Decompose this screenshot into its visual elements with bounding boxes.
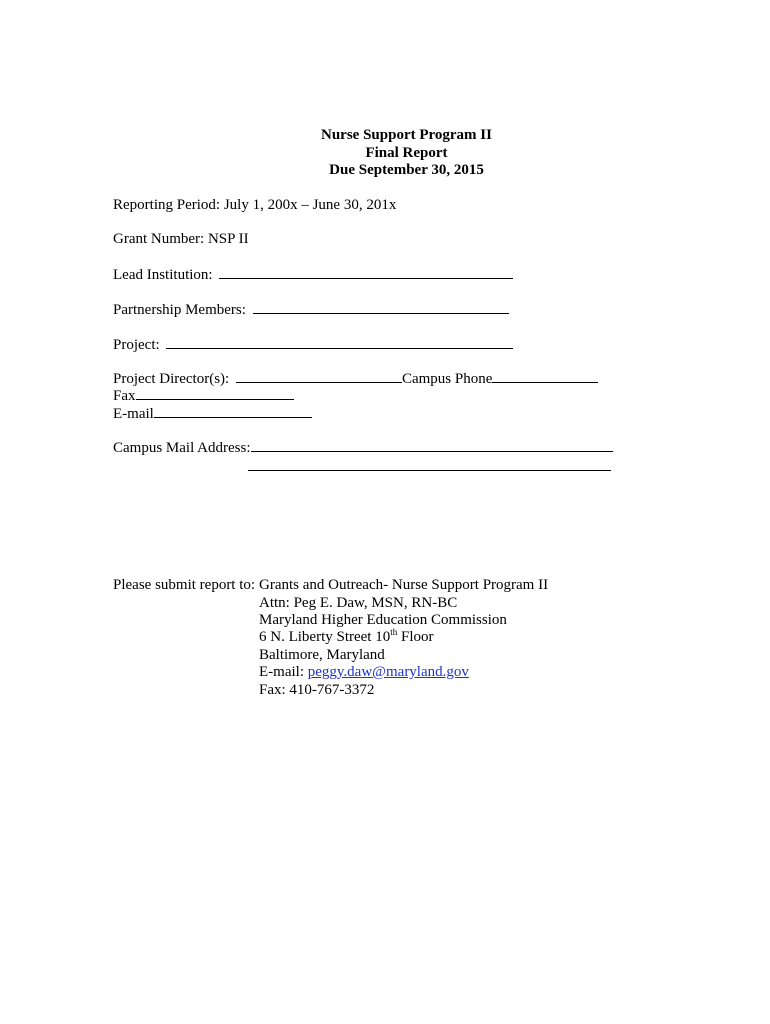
form-subtitle: Final Report bbox=[365, 145, 448, 161]
fax-row bbox=[113, 387, 294, 405]
project-field[interactable] bbox=[166, 336, 513, 349]
partnership-members-label: Partnership Members: bbox=[113, 302, 246, 318]
project-label: Project: bbox=[113, 337, 160, 353]
campus-phone-label: Campus Phone bbox=[401, 371, 493, 387]
email-link[interactable]: peggy.daw@maryland.gov bbox=[307, 664, 469, 680]
submit-line-city: Baltimore, Maryland bbox=[259, 647, 385, 663]
street-floor: Floor bbox=[397, 629, 434, 645]
project-directors-label: Project Director(s): bbox=[113, 371, 230, 387]
lead-institution-label: Lead Institution: bbox=[113, 267, 213, 283]
campus-mail-row-2 bbox=[248, 458, 611, 476]
lead-institution-field[interactable] bbox=[219, 266, 513, 279]
street-superscript: th bbox=[390, 627, 398, 637]
project-director-row bbox=[113, 370, 598, 388]
grant-number: Grant Number: NSP II bbox=[113, 231, 249, 247]
campus-mail-label: Campus Mail Address: bbox=[113, 440, 251, 456]
submit-line-email bbox=[259, 664, 469, 681]
campus-mail-field-line2[interactable] bbox=[248, 458, 611, 471]
submit-line-program: Grants and Outreach- Nurse Support Program II bbox=[259, 577, 549, 593]
project-director-field[interactable] bbox=[236, 370, 402, 383]
partnership-members-row bbox=[113, 301, 509, 319]
project-row bbox=[113, 336, 513, 354]
submit-line-street bbox=[259, 629, 434, 646]
email-label: E-mail bbox=[113, 406, 154, 422]
fax-label: Fax bbox=[113, 388, 136, 404]
submit-line-commission: Maryland Higher Education Commission bbox=[259, 612, 507, 628]
email-field[interactable] bbox=[154, 405, 312, 418]
partnership-members-field[interactable] bbox=[253, 301, 509, 314]
email-prefix: E-mail: bbox=[259, 664, 308, 680]
email-row bbox=[113, 405, 312, 423]
due-date: Due September 30, 2015 bbox=[329, 162, 484, 178]
campus-phone-field[interactable] bbox=[492, 370, 598, 383]
campus-mail-row bbox=[113, 439, 613, 457]
lead-institution-row bbox=[113, 266, 513, 284]
street-text: 6 N. Liberty Street 10 bbox=[259, 629, 391, 645]
submit-line-attn: Attn: Peg E. Daw, MSN, RN-BC bbox=[259, 595, 458, 611]
fax-field[interactable] bbox=[136, 387, 294, 400]
reporting-period: Reporting Period: July 1, 200x – June 30, 201x bbox=[113, 197, 397, 213]
campus-mail-field-line1[interactable] bbox=[251, 439, 613, 452]
submit-label: Please submit report to: bbox=[113, 577, 256, 593]
form-title: Nurse Support Program II bbox=[321, 127, 492, 143]
submit-line-fax: Fax: 410-767-3372 bbox=[259, 682, 375, 698]
